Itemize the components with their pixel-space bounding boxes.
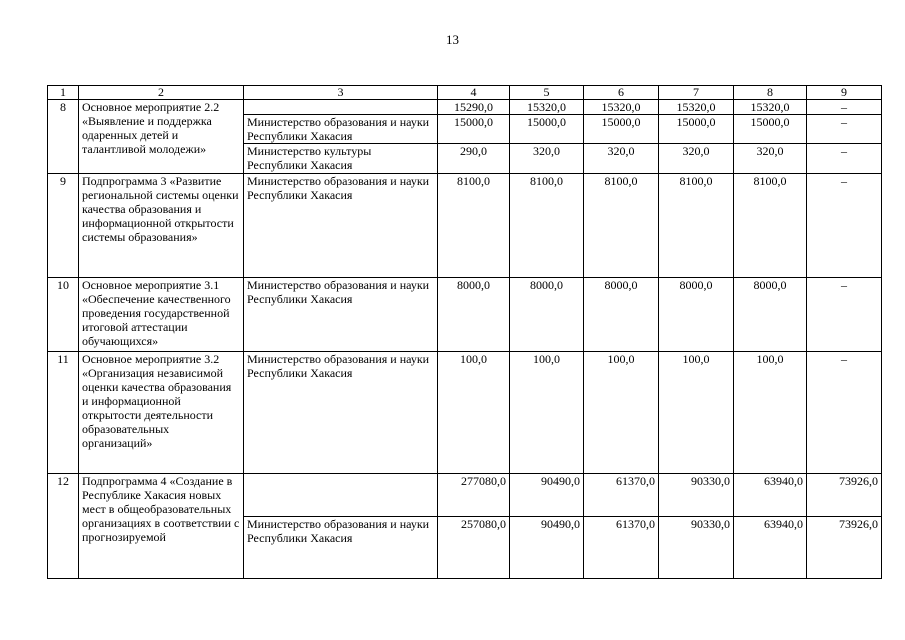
row-title: Основное мероприятие 3.1 «Обеспечение качественного проведения государственной итоговой аттестации обучающихся» xyxy=(79,278,244,352)
row-title: Основное мероприятие 3.2 «Организация независимой оценки качества образования и информационной открытости деятельности образовательных организаций» xyxy=(79,352,244,474)
value-cell: 15320,0 xyxy=(659,100,734,115)
value-cell: 90330,0 xyxy=(659,474,734,517)
value-cell: 320,0 xyxy=(734,144,807,174)
value-cell: 15000,0 xyxy=(584,115,659,144)
row-number: 9 xyxy=(48,174,79,278)
row-title: Подпрограмма 4 «Создание в Республике Хакасия новых мест в общеобразовательных организациях в соответствии с прогнозируемой xyxy=(79,474,244,579)
row-title: Основное мероприятие 2.2 «Выявление и поддержка одаренных детей и талантливой молодежи» xyxy=(79,100,244,174)
value-cell: 8100,0 xyxy=(510,174,584,278)
header-cell: 3 xyxy=(244,86,438,100)
value-cell: 8100,0 xyxy=(659,174,734,278)
value-cell: 15000,0 xyxy=(438,115,510,144)
executor-cell: Министерство образования и науки Республики Хакасия xyxy=(244,278,438,352)
value-cell: 100,0 xyxy=(510,352,584,474)
value-cell: 15320,0 xyxy=(734,100,807,115)
value-cell: 90490,0 xyxy=(510,474,584,517)
value-cell: 63940,0 xyxy=(734,517,807,579)
value-cell: 100,0 xyxy=(584,352,659,474)
row-number: 11 xyxy=(48,352,79,474)
value-cell: – xyxy=(807,100,882,115)
executor-cell xyxy=(244,474,438,517)
value-cell: – xyxy=(807,352,882,474)
value-cell: 257080,0 xyxy=(438,517,510,579)
header-cell: 8 xyxy=(734,86,807,100)
value-cell: 63940,0 xyxy=(734,474,807,517)
executor-cell: Министерство культуры Республики Хакасия xyxy=(244,144,438,174)
value-cell: 61370,0 xyxy=(584,517,659,579)
value-cell: 73926,0 xyxy=(807,517,882,579)
table-row xyxy=(48,100,882,115)
value-cell: 90330,0 xyxy=(659,517,734,579)
header-cell: 9 xyxy=(807,86,882,100)
header-cell: 6 xyxy=(584,86,659,100)
value-cell: 15000,0 xyxy=(734,115,807,144)
value-cell: 320,0 xyxy=(659,144,734,174)
value-cell: 8000,0 xyxy=(510,278,584,352)
row-number: 8 xyxy=(48,100,79,174)
value-cell: – xyxy=(807,174,882,278)
value-cell: 8000,0 xyxy=(734,278,807,352)
value-cell: 8100,0 xyxy=(584,174,659,278)
value-cell: 320,0 xyxy=(510,144,584,174)
executor-cell: Министерство образования и науки Республики Хакасия xyxy=(244,174,438,278)
value-cell: 320,0 xyxy=(584,144,659,174)
row-number: 12 xyxy=(48,474,79,579)
value-cell: 15320,0 xyxy=(510,100,584,115)
executor-cell: Министерство образования и науки Республики Хакасия xyxy=(244,352,438,474)
header-cell: 4 xyxy=(438,86,510,100)
header-cell: 5 xyxy=(510,86,584,100)
value-cell: 8000,0 xyxy=(584,278,659,352)
value-cell: 61370,0 xyxy=(584,474,659,517)
table-row xyxy=(48,278,882,352)
value-cell: 15320,0 xyxy=(584,100,659,115)
budget-table xyxy=(47,85,882,579)
value-cell: 8000,0 xyxy=(438,278,510,352)
value-cell: 290,0 xyxy=(438,144,510,174)
table-row xyxy=(48,474,882,517)
row-number: 10 xyxy=(48,278,79,352)
executor-cell: Министерство образования и науки Республики Хакасия xyxy=(244,115,438,144)
value-cell: 15290,0 xyxy=(438,100,510,115)
value-cell: 90490,0 xyxy=(510,517,584,579)
table-row xyxy=(48,352,882,474)
header-cell: 1 xyxy=(48,86,79,100)
header-row xyxy=(48,86,882,100)
value-cell: 73926,0 xyxy=(807,474,882,517)
page-number: 13 xyxy=(446,32,459,47)
value-cell: – xyxy=(807,278,882,352)
table-row xyxy=(48,174,882,278)
header-cell: 2 xyxy=(79,86,244,100)
value-cell: 100,0 xyxy=(734,352,807,474)
executor-cell: Министерство образования и науки Республики Хакасия xyxy=(244,517,438,579)
executor-cell xyxy=(244,100,438,115)
value-cell: 8100,0 xyxy=(438,174,510,278)
header-cell: 7 xyxy=(659,86,734,100)
value-cell: – xyxy=(807,115,882,144)
value-cell: 15000,0 xyxy=(659,115,734,144)
value-cell: 15000,0 xyxy=(510,115,584,144)
value-cell: 8000,0 xyxy=(659,278,734,352)
value-cell: 100,0 xyxy=(659,352,734,474)
row-title: Подпрограмма 3 «Развитие региональной системы оценки качества образования и информационной открытости системы образования» xyxy=(79,174,244,278)
value-cell: 277080,0 xyxy=(438,474,510,517)
value-cell: 8100,0 xyxy=(734,174,807,278)
value-cell: 100,0 xyxy=(438,352,510,474)
value-cell: – xyxy=(807,144,882,174)
